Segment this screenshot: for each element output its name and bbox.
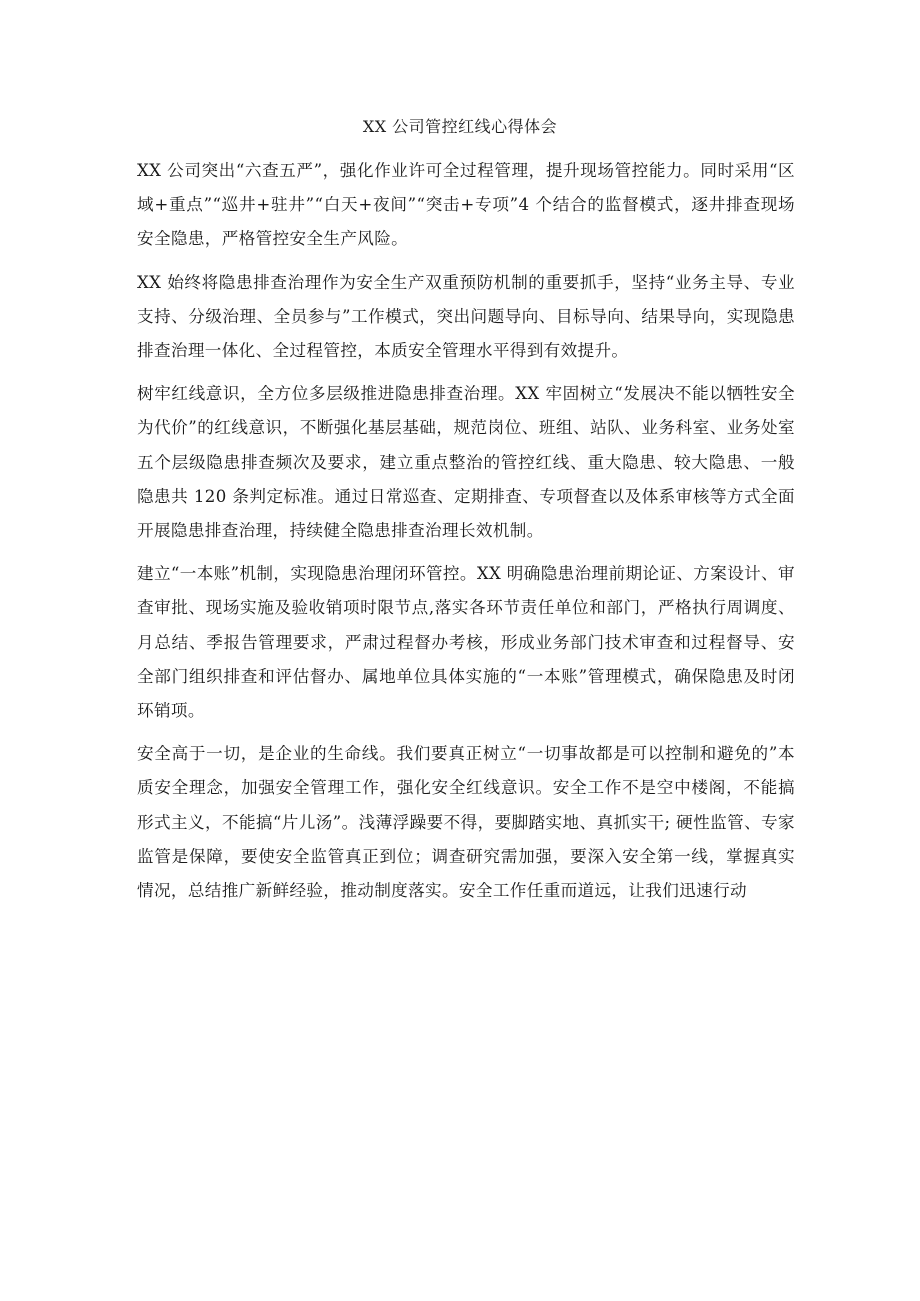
paragraph-2: XX 始终将隐患排查治理作为安全生产双重预防机制的重要抓手，坚持“业务主导、专业支持、分级治理、全员参与”工作模式，突出问题导向、目标导向、结果导向，实现隐患排查治理一体化、全过程管控，本质安全管理水平得到有效提升。 xyxy=(137,272,795,361)
paragraph-1: XX 公司突出“六查五严”，强化作业许可全过程管理，提升现场管控能力。同时采用“区域+重点”“巡井+驻井”“白天+夜间”“突击+专项”4 个结合的监督模式，逐井排查现场安全隐患，严格管控安全生产风险。 xyxy=(137,161,795,249)
paragraph-3: 树牢红线意识，全方位多层级推进隐患排查治理。XX 牢固树立“发展决不能以牺牲安全为代价”的红线意识，不断强化基层基础，规范岗位、班组、站队、业务科室、业务处室五个层级隐患排查频次及要求，建立重点整治的管控红线、重大隐患、较大隐患、一般隐患共 120 条判定标准。通过日常巡查、定期排查、专项督查以及体系审核等方式全面开展隐患排查治理，持续健全隐患排查治理长效机制。 xyxy=(137,384,795,541)
paragraph-5: 安全高于一切，是企业的生命线。我们要真正树立“一切事故都是可以控制和避免的”本质安全理念，加强安全管理工作，强化安全红线意识。安全工作不是空中楼阁，不能搞形式主义，不能搞“片儿汤”。浅薄浮躁要不得，要脚踏实地、真抓实干; 硬性监管、专家监管是保障，要使安全监管真正到位；调查研究需加强，要深入安全第一线，掌握真实情况，总结推广新鲜经验，推动制度落实。安全工作任重而道远，让我们迅速行动 xyxy=(137,744,795,901)
paragraph-4: 建立“一本账”机制，实现隐患治理闭环管控。XX 明确隐患治理前期论证、方案设计、审查审批、现场实施及验收销项时限节点,落实各环节责任单位和部门，严格执行周调度、月总结、季报告管理要求，严肃过程督办考核，形成业务部门技术审查和过程督导、安全部门组织排查和评估督办、属地单位具体实施的“一本账”管理模式，确保隐患及时闭环销项。 xyxy=(137,564,795,721)
document-body xyxy=(137,154,795,917)
document-title: XX 公司管控红线心得体会 xyxy=(362,117,558,136)
